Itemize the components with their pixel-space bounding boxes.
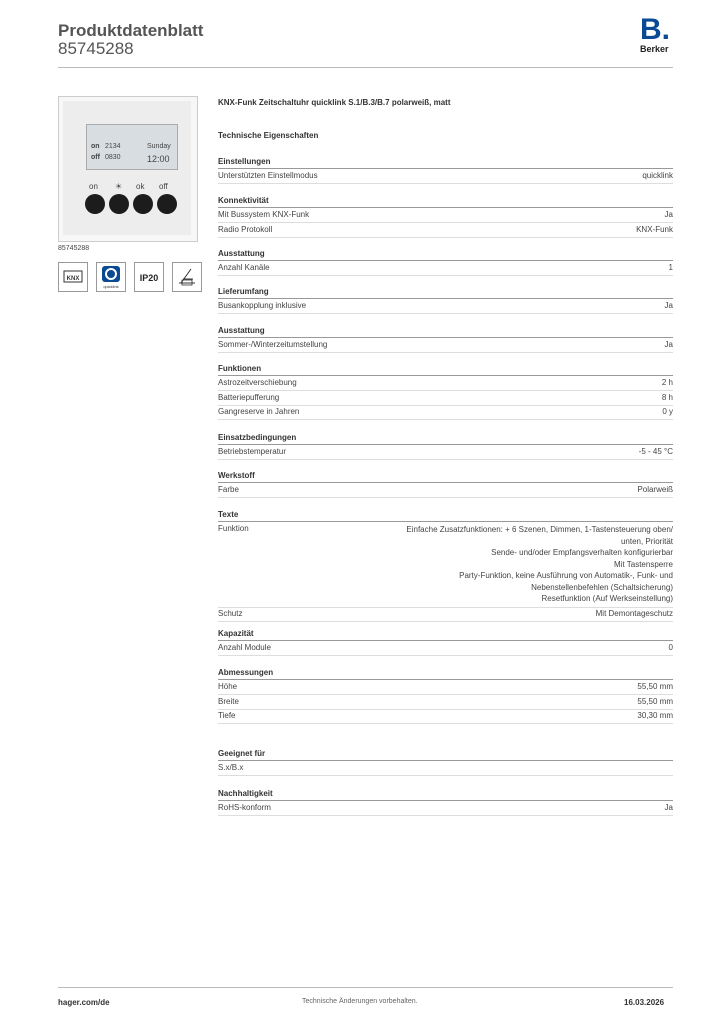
lcd-day: Sunday [147, 143, 171, 150]
section-heading: Kapazität [218, 629, 673, 641]
section-heading: Abmessungen [218, 668, 673, 680]
quicklink-icon-text: quicklink [103, 284, 119, 289]
spec-value-line: Resetfunktion (Auf Werkseinstellung) [541, 594, 673, 603]
spec-value: 55,50 mm [637, 682, 673, 691]
spec-value: Ja [664, 340, 673, 349]
spec-label: Anzahl Module [218, 643, 271, 652]
lcd-on: on [91, 143, 100, 150]
spec-label: Betriebstemperatur [218, 447, 287, 456]
ip20-icon-text: IP20 [139, 273, 159, 283]
spec-label: Farbe [218, 485, 239, 494]
spec-row [218, 524, 673, 608]
page-title: Produktdatenblatt [58, 21, 204, 40]
section-heading: Funktionen [218, 364, 673, 376]
footer-notice: Technische Änderungen vorbehalten. [302, 998, 418, 1005]
btn-label-off: off [159, 182, 168, 191]
spec-value: 30,30 mm [637, 711, 673, 720]
device-button-off [157, 194, 177, 214]
product-image [58, 96, 198, 242]
spec-value-line: Mit Tastensperre [614, 559, 673, 569]
spec-row [218, 171, 673, 184]
section-heading: Werkstoff [218, 471, 673, 483]
spec-value-line: unten, Priorität [620, 536, 673, 546]
berker-logo [640, 13, 674, 54]
spec-value: 0 y [662, 407, 673, 416]
lcd-time-off: 0830 [105, 154, 121, 161]
spec-value: KNX-Funk [636, 224, 673, 234]
spec-value: Ja [664, 803, 673, 812]
spec-row [218, 682, 673, 695]
spec-value: quicklink [642, 171, 673, 180]
product-number: 85745288 [58, 39, 134, 58]
spec-label: Radio Protokoll [218, 224, 273, 234]
spec-row [218, 697, 673, 710]
spec-value: Ja [664, 301, 673, 310]
spec-value: Ja [664, 210, 673, 219]
spec-row [218, 210, 673, 223]
lcd-clock: 12:00 [147, 154, 170, 164]
spec-label: Batteriepufferung [218, 392, 280, 402]
spec-value: 1 [668, 263, 673, 272]
spec-value: 55,50 mm [637, 696, 673, 706]
btn-label-on: on [89, 182, 98, 191]
spec-row [218, 407, 673, 420]
spec-row [218, 340, 673, 353]
header-divider [58, 67, 673, 68]
spec-label: Mit Bussystem KNX-Funk [218, 210, 310, 219]
spec-value: Mit Demontageschutz [595, 608, 673, 618]
spec-row [218, 263, 673, 276]
btn-label-sun: ☀ [115, 182, 123, 191]
spec-row [218, 225, 673, 238]
logo-word: Berker [640, 44, 669, 54]
spec-value [343, 524, 673, 605]
section-heading: Einstellungen [218, 157, 673, 169]
spec-row [218, 301, 673, 314]
spec-value-line: Einfache Zusatzfunktionen: + 6 Szenen, Dimmen, 1-Tastensteuerung oben/ [406, 525, 673, 534]
product-title: KNX-Funk Zeitschaltuhr quicklink S.1/B.3/B.7 polarweiß, matt [218, 98, 451, 107]
spec-row [218, 485, 673, 498]
spec-label: S.x/B.x [218, 763, 244, 772]
lcd-time-on: 2134 [105, 143, 121, 150]
section-heading: Einsatzbedingungen [218, 433, 673, 445]
footer-divider [58, 987, 673, 988]
logo-letter: B. [640, 13, 670, 46]
spec-label: RoHS-konform [218, 803, 271, 812]
ip20-icon [134, 262, 164, 292]
spec-label: Funktion [218, 524, 249, 533]
tech-heading: Technische Eigenschaften [218, 131, 319, 140]
knx-rf-icon [58, 262, 88, 292]
section-heading: Konnektivität [218, 196, 673, 208]
footer-website: hager.com/de [58, 998, 110, 1007]
section-heading: Nachhaltigkeit [218, 789, 673, 801]
spec-label: Anzahl Kanäle [218, 263, 270, 272]
lcd-off: off [91, 154, 100, 161]
spec-value: Polarweiß [637, 485, 673, 494]
section-heading: Ausstattung [218, 249, 673, 261]
device-button-on [85, 194, 105, 214]
spec-row [218, 763, 673, 776]
spec-row [218, 447, 673, 460]
device-button-sun [109, 194, 129, 214]
lcd-display [86, 124, 178, 170]
spec-value-line: Sende- und/oder Empfangsverhalten konfigurierbar [491, 548, 673, 557]
spec-row [218, 393, 673, 406]
spec-label: Astrozeitverschiebung [218, 378, 297, 387]
spec-label: Gangreserve in Jahren [218, 407, 300, 416]
spec-label: Unterstützten Einstellmodus [218, 171, 318, 180]
spec-value: -5 - 45 °C [638, 447, 673, 456]
spec-label: Breite [218, 696, 239, 706]
spec-value-line: Nebenstellenbefehlen (Schaltsicherung) [531, 582, 673, 592]
spec-value: 0 [668, 643, 673, 652]
spec-value: 8 h [661, 392, 673, 402]
device-plate [63, 101, 191, 235]
article-number: 85745288 [58, 245, 90, 252]
section-heading: Geeignet für [218, 749, 673, 761]
spec-row [218, 711, 673, 724]
mounting-icon [172, 262, 202, 292]
spec-label: Busankopplung inklusive [218, 301, 307, 310]
spec-row [218, 378, 673, 391]
section-heading: Ausstattung [218, 326, 673, 338]
section-heading: Texte [218, 510, 673, 522]
spec-value: 2 h [661, 378, 673, 387]
section-heading: Lieferumfang [218, 287, 673, 299]
btn-label-ok: ok [136, 182, 145, 191]
spec-label: Sommer-/Winterzeitumstellung [218, 340, 328, 349]
footer-date: 16.03.2026 [624, 998, 665, 1007]
spec-label: Höhe [218, 682, 238, 691]
spec-row [218, 803, 673, 816]
device-button-ok [133, 194, 153, 214]
quicklink-icon [96, 262, 126, 292]
spec-label: Tiefe [218, 711, 236, 720]
spec-row [218, 609, 673, 622]
spec-label: Schutz [218, 608, 243, 618]
knx-icon-text: KNX [66, 276, 80, 282]
spec-value-line: Party-Funktion, keine Ausführung von Automatik-, Funk- und [459, 571, 673, 580]
spec-row [218, 643, 673, 656]
